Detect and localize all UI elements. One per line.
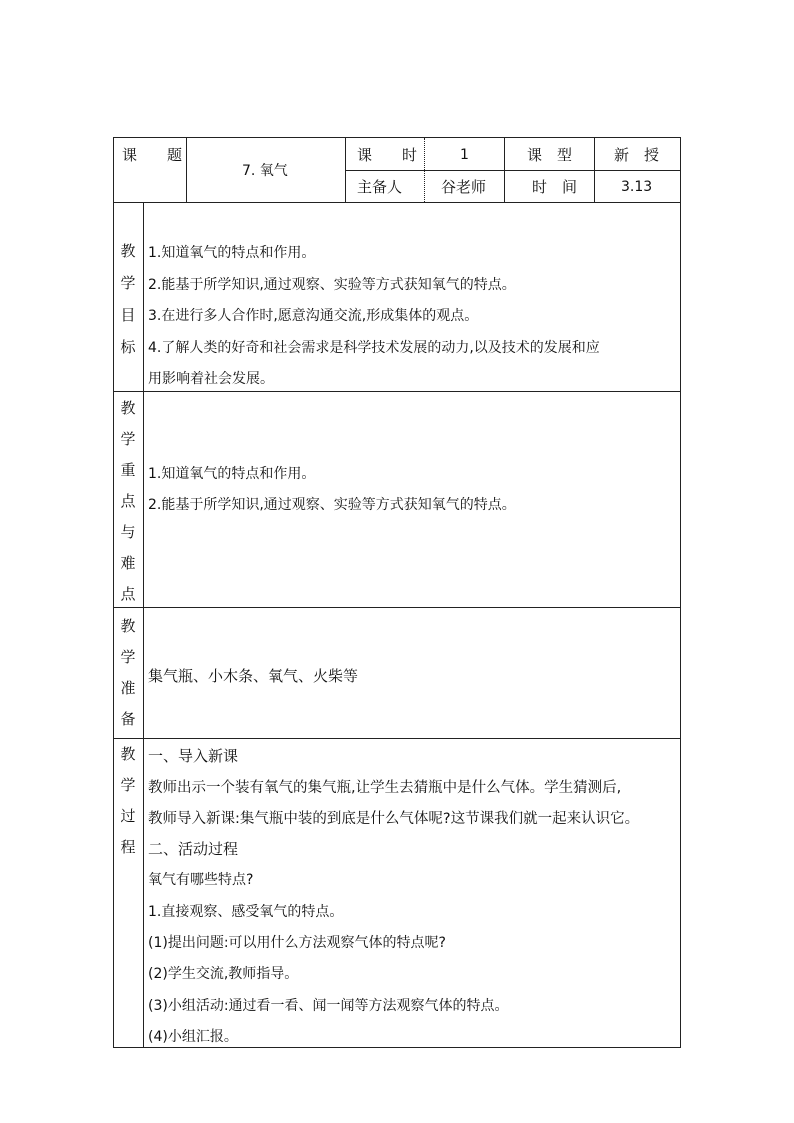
process-line-2: 教师出示一个装有氧气的集气瓶,让学生去猜瓶中是什么气体。学生猜测后, bbox=[148, 780, 622, 796]
process-line-5: 氧气有哪些特点? bbox=[148, 872, 254, 888]
prep-line-1: 集气瓶、小木条、氧气、火柴等 bbox=[148, 667, 359, 685]
goals-label-2: 学 bbox=[120, 274, 136, 292]
goals-label-4: 标 bbox=[120, 338, 136, 356]
goals-side-label bbox=[114, 240, 142, 368]
topic-label: 课 题 bbox=[122, 146, 183, 164]
keypoints-label-7: 点 bbox=[120, 585, 136, 603]
header-middle-divider bbox=[345, 170, 681, 171]
time-label: 时 间 bbox=[532, 178, 578, 196]
goals-bottom-border bbox=[114, 391, 681, 392]
prep-label-2: 学 bbox=[120, 648, 136, 666]
process-line-6: 1.直接观察、感受氧气的特点。 bbox=[148, 904, 344, 920]
header-col-divider-4 bbox=[504, 138, 505, 202]
side-column-divider bbox=[143, 202, 144, 1048]
process-line-1: 一、导入新课 bbox=[148, 747, 239, 765]
process-label-1: 教 bbox=[120, 745, 136, 763]
header-col-divider-3 bbox=[424, 138, 426, 202]
prep-side-label bbox=[114, 615, 142, 739]
topic-value: 7. 氧气 bbox=[242, 163, 288, 179]
prep-label-4: 备 bbox=[120, 710, 136, 728]
process-label-4: 程 bbox=[120, 838, 136, 856]
type-value: 新 授 bbox=[614, 146, 660, 164]
process-line-10: (4)小组汇报。 bbox=[148, 1029, 238, 1045]
type-label: 课 型 bbox=[527, 146, 573, 164]
process-line-9: (3)小组活动:通过看一看、闻一闻等方法观察气体的特点。 bbox=[148, 998, 509, 1014]
header-col-divider-1 bbox=[186, 138, 187, 202]
process-line-8: (2)学生交流,教师指导。 bbox=[148, 966, 299, 982]
keypoints-label-2: 学 bbox=[120, 430, 136, 448]
keypoints-label-4: 点 bbox=[120, 492, 136, 510]
time-value: 3.13 bbox=[621, 179, 653, 195]
prep-bottom-border bbox=[114, 738, 681, 739]
keypoints-line-2: 2.能基于所学知识,通过观察、实验等方式获知氧气的特点。 bbox=[148, 497, 516, 513]
keypoints-label-1: 教 bbox=[120, 399, 136, 417]
keypoints-side-label bbox=[114, 397, 142, 614]
preparer-value: 谷老师 bbox=[441, 178, 487, 196]
keypoints-label-5: 与 bbox=[120, 523, 136, 541]
hours-label: 课 时 bbox=[357, 146, 418, 164]
goals-line-1: 1.知道氧气的特点和作用。 bbox=[148, 245, 316, 261]
hours-value: 1 bbox=[460, 147, 469, 163]
keypoints-bottom-border bbox=[114, 607, 681, 608]
prep-label-1: 教 bbox=[120, 617, 136, 635]
keypoints-label-6: 难 bbox=[120, 554, 136, 572]
lesson-plan-table bbox=[113, 137, 681, 1048]
goals-line-3: 3.在进行多人合作时,愿意沟通交流,形成集体的观点。 bbox=[148, 308, 479, 324]
process-label-2: 学 bbox=[120, 776, 136, 794]
process-line-3: 教师导入新课:集气瓶中装的到底是什么气体呢?这节课我们就一起来认识它。 bbox=[148, 811, 640, 827]
goals-line-4: 4.了解人类的好奇和社会需求是科学技术发展的动力,以及技术的发展和应 bbox=[148, 340, 600, 356]
process-label-3: 过 bbox=[120, 807, 136, 825]
preparer-label: 主备人 bbox=[357, 178, 403, 196]
goals-line-5: 用影响着社会发展。 bbox=[148, 371, 274, 387]
header-bottom-border bbox=[114, 202, 681, 203]
goals-line-2: 2.能基于所学知识,通过观察、实验等方式获知氧气的特点。 bbox=[148, 277, 516, 293]
process-side-label bbox=[114, 743, 142, 867]
keypoints-label-3: 重 bbox=[120, 461, 136, 479]
process-line-7: (1)提出问题:可以用什么方法观察气体的特点呢? bbox=[148, 935, 446, 951]
keypoints-line-1: 1.知道氧气的特点和作用。 bbox=[148, 466, 316, 482]
prep-label-3: 准 bbox=[120, 679, 136, 697]
header-col-divider-2 bbox=[345, 138, 346, 202]
goals-label-1: 教 bbox=[120, 242, 136, 260]
header-col-divider-5 bbox=[594, 138, 595, 202]
process-line-4: 二、活动过程 bbox=[148, 840, 239, 858]
goals-label-3: 目 bbox=[120, 306, 136, 324]
